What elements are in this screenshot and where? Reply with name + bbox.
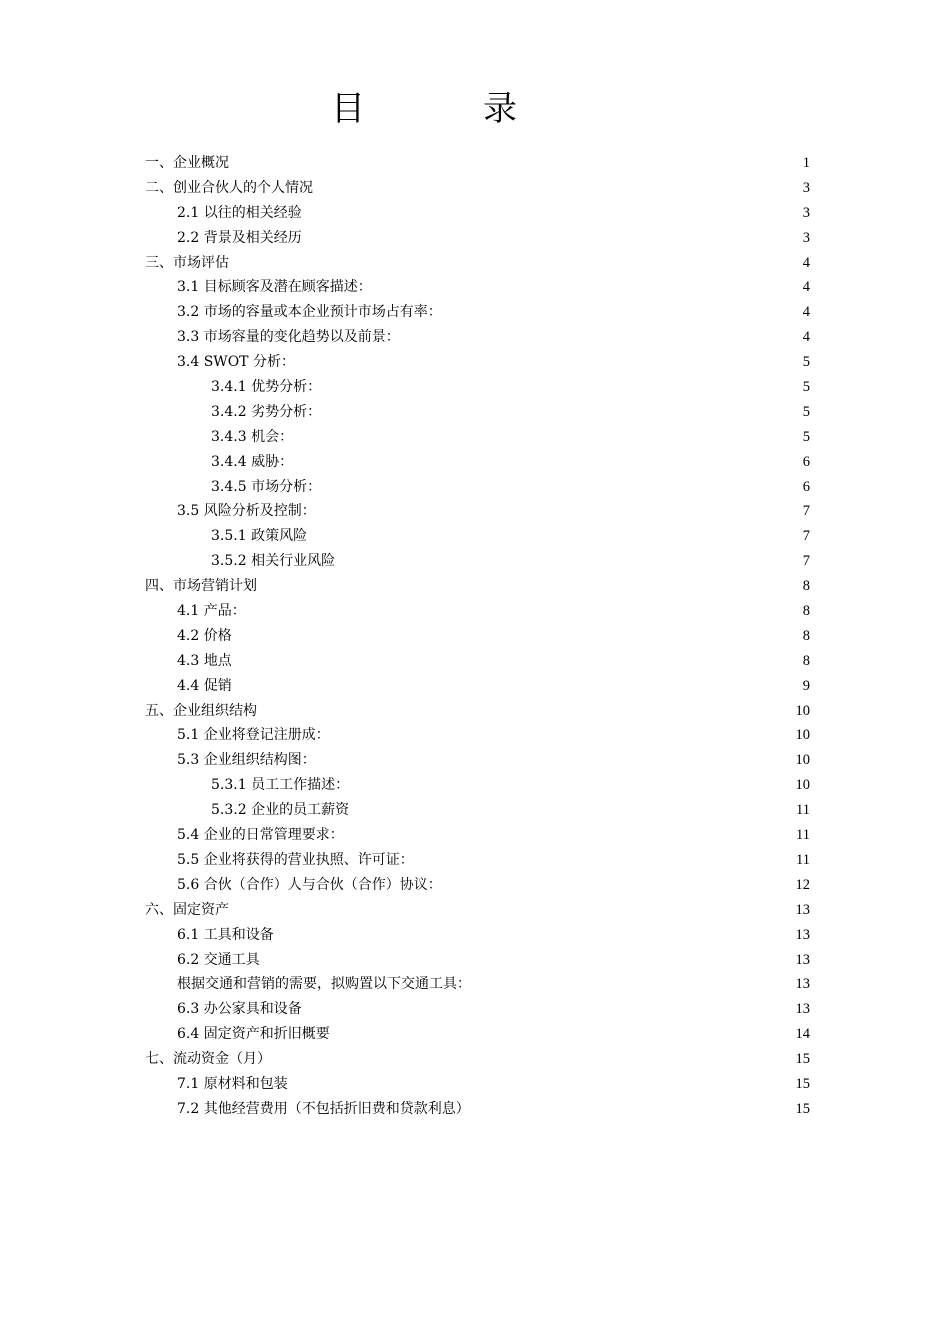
toc-page-number: 13	[795, 901, 810, 918]
toc-entry[interactable]	[145, 226, 810, 251]
toc-entry-text: 5.3 企业组织结构图：	[177, 752, 316, 769]
toc-entry[interactable]	[145, 599, 810, 624]
toc-entry[interactable]	[145, 549, 810, 574]
toc-list	[145, 151, 810, 1122]
toc-entry[interactable]	[145, 997, 810, 1022]
toc-page-number: 1	[802, 155, 810, 171]
toc-entry-text: 4.4 促销	[177, 677, 232, 694]
toc-entry[interactable]	[145, 649, 810, 674]
toc-entry[interactable]	[145, 524, 810, 549]
toc-page-number: 13	[795, 951, 810, 968]
toc-entry[interactable]	[145, 748, 810, 773]
toc-entry-text: 二、创业合伙人的个人情况	[145, 179, 313, 196]
toc-entry[interactable]	[145, 798, 810, 823]
toc-entry[interactable]	[145, 300, 810, 325]
toc-page-number: 10	[795, 727, 810, 744]
toc-entry-text: 六、固定资产	[145, 901, 229, 918]
toc-entry[interactable]	[145, 699, 810, 724]
toc-entry[interactable]	[145, 176, 810, 201]
toc-entry-text: 4.3 地点	[177, 652, 232, 669]
toc-page-number: 7	[802, 528, 810, 545]
toc-page-number: 10	[795, 702, 810, 719]
toc-entry[interactable]	[145, 375, 810, 400]
toc-entry-text: 5.6 合伙（合作）人与合伙（合作）协议：	[177, 876, 442, 893]
toc-entry-text: 6.3 办公家具和设备	[177, 1001, 302, 1018]
toc-entry[interactable]	[145, 1097, 810, 1122]
toc-page-number: 6	[802, 453, 810, 470]
toc-entry[interactable]	[145, 1022, 810, 1047]
toc-entry[interactable]	[145, 1072, 810, 1097]
toc-entry[interactable]	[145, 574, 810, 599]
toc-page-number: 4	[802, 329, 810, 346]
toc-entry-text: 三、市场评估	[145, 254, 229, 271]
toc-entry[interactable]	[145, 923, 810, 948]
toc-entry-text: 7.2 其他经营费用（不包括折旧费和贷款利息）	[177, 1100, 470, 1117]
toc-entry[interactable]	[145, 1047, 810, 1072]
toc-entry[interactable]	[145, 624, 810, 649]
toc-page-number: 4	[802, 254, 810, 271]
toc-entry-text: 5.3.2 企业的员工薪资	[211, 802, 350, 819]
toc-title: 目 录	[331, 89, 559, 129]
toc-entry[interactable]	[145, 425, 810, 450]
toc-page-number: 11	[796, 802, 810, 819]
toc-page-number: 3	[802, 204, 810, 221]
toc-entry[interactable]	[145, 201, 810, 226]
toc-page-number: 8	[802, 652, 810, 669]
toc-page-number: 11	[796, 827, 810, 844]
toc-page-number: 6	[802, 478, 810, 495]
toc-page-number: 13	[795, 926, 810, 943]
toc-entry-text: 3.4.5 市场分析：	[211, 478, 322, 495]
toc-entry-text: 4.1 产品：	[177, 603, 246, 620]
toc-entry[interactable]	[145, 275, 810, 300]
toc-page-number: 8	[802, 578, 810, 595]
toc-entry-text: 6.1 工具和设备	[177, 926, 274, 943]
toc-entry-text: 3.4.1 优势分析：	[211, 379, 322, 396]
toc-page-number: 4	[802, 279, 810, 296]
toc-entry[interactable]	[145, 151, 810, 176]
toc-entry-text: 3.2 市场的容量或本企业预计市场占有率：	[177, 304, 442, 321]
toc-entry[interactable]	[145, 350, 810, 375]
toc-entry-text: 3.4 SWOT 分析：	[177, 354, 295, 371]
toc-entry-text: 7.1 原材料和包装	[177, 1075, 288, 1092]
toc-entry-text: 6.2 交通工具	[177, 951, 260, 968]
toc-entry[interactable]	[145, 948, 810, 973]
toc-page-number: 7	[802, 503, 810, 520]
toc-entry[interactable]	[145, 450, 810, 475]
toc-entry-text: 五、企业组织结构	[145, 702, 257, 719]
toc-entry[interactable]	[145, 773, 810, 798]
toc-page-number: 5	[802, 379, 810, 396]
toc-page-number: 4	[802, 304, 810, 321]
toc-page-number: 15	[795, 1075, 810, 1092]
toc-page-number: 3	[802, 179, 810, 196]
toc-entry-text: 3.5.2 相关行业风险	[211, 553, 336, 570]
toc-entry[interactable]	[145, 972, 810, 997]
toc-entry[interactable]	[145, 475, 810, 500]
toc-page-number: 9	[802, 677, 810, 694]
toc-page-number: 5	[802, 403, 810, 420]
toc-entry-text: 3.1 目标顾客及潜在顾客描述：	[177, 279, 372, 296]
toc-page-number: 11	[796, 851, 810, 868]
toc-entry-text: 一、企业概况	[145, 155, 229, 171]
toc-entry-text: 4.2 价格	[177, 627, 232, 644]
toc-entry-text: 2.2 背景及相关经历	[177, 229, 302, 246]
toc-entry[interactable]	[145, 499, 810, 524]
toc-entry-text: 5.1 企业将登记注册成：	[177, 727, 330, 744]
toc-page-number: 12	[795, 876, 810, 893]
toc-entry-text: 6.4 固定资产和折旧概要	[177, 1026, 330, 1043]
toc-entry-text: 根据交通和营销的需要，拟购置以下交通工具：	[177, 976, 471, 993]
toc-page-number: 13	[795, 1001, 810, 1018]
toc-page-number: 7	[802, 553, 810, 570]
toc-entry-text: 3.5.1 政策风险	[211, 528, 308, 545]
toc-entry[interactable]	[145, 823, 810, 848]
toc-page-number: 14	[795, 1026, 810, 1043]
toc-page-number: 5	[802, 428, 810, 445]
toc-entry[interactable]	[145, 400, 810, 425]
toc-entry-text: 3.4.4 威胁：	[211, 453, 294, 470]
toc-entry-text: 2.1 以往的相关经验	[177, 204, 302, 221]
toc-entry-text: 3.3 市场容量的变化趋势以及前景：	[177, 329, 400, 346]
toc-entry[interactable]	[145, 251, 810, 276]
toc-page-number: 8	[802, 603, 810, 620]
toc-page-number: 15	[795, 1051, 810, 1068]
toc-entry-text: 3.4.2 劣势分析：	[211, 403, 322, 420]
toc-entry-text: 3.4.3 机会：	[211, 428, 294, 445]
toc-page-number: 8	[802, 627, 810, 644]
toc-entry[interactable]	[145, 723, 810, 748]
toc-entry[interactable]	[145, 898, 810, 923]
toc-entry-text: 3.5 风险分析及控制：	[177, 503, 316, 520]
toc-entry-text: 5.5 企业将获得的营业执照、许可证：	[177, 851, 414, 868]
toc-entry[interactable]	[145, 325, 810, 350]
toc-entry[interactable]	[145, 848, 810, 873]
toc-entry[interactable]	[145, 674, 810, 699]
toc-entry-text: 5.3.1 员工工作描述：	[211, 777, 350, 794]
toc-page-number: 15	[795, 1100, 810, 1117]
toc-entry-text: 四、市场营销计划	[145, 578, 257, 595]
toc-page-number: 10	[795, 777, 810, 794]
toc-entry-text: 七、流动资金（月）	[145, 1051, 271, 1068]
toc-page-number: 3	[802, 229, 810, 246]
toc-page-number: 5	[802, 354, 810, 371]
toc-entry-text: 5.4 企业的日常管理要求：	[177, 827, 344, 844]
toc-page-number: 13	[795, 976, 810, 993]
toc-entry[interactable]	[145, 873, 810, 898]
toc-page-number: 10	[795, 752, 810, 769]
